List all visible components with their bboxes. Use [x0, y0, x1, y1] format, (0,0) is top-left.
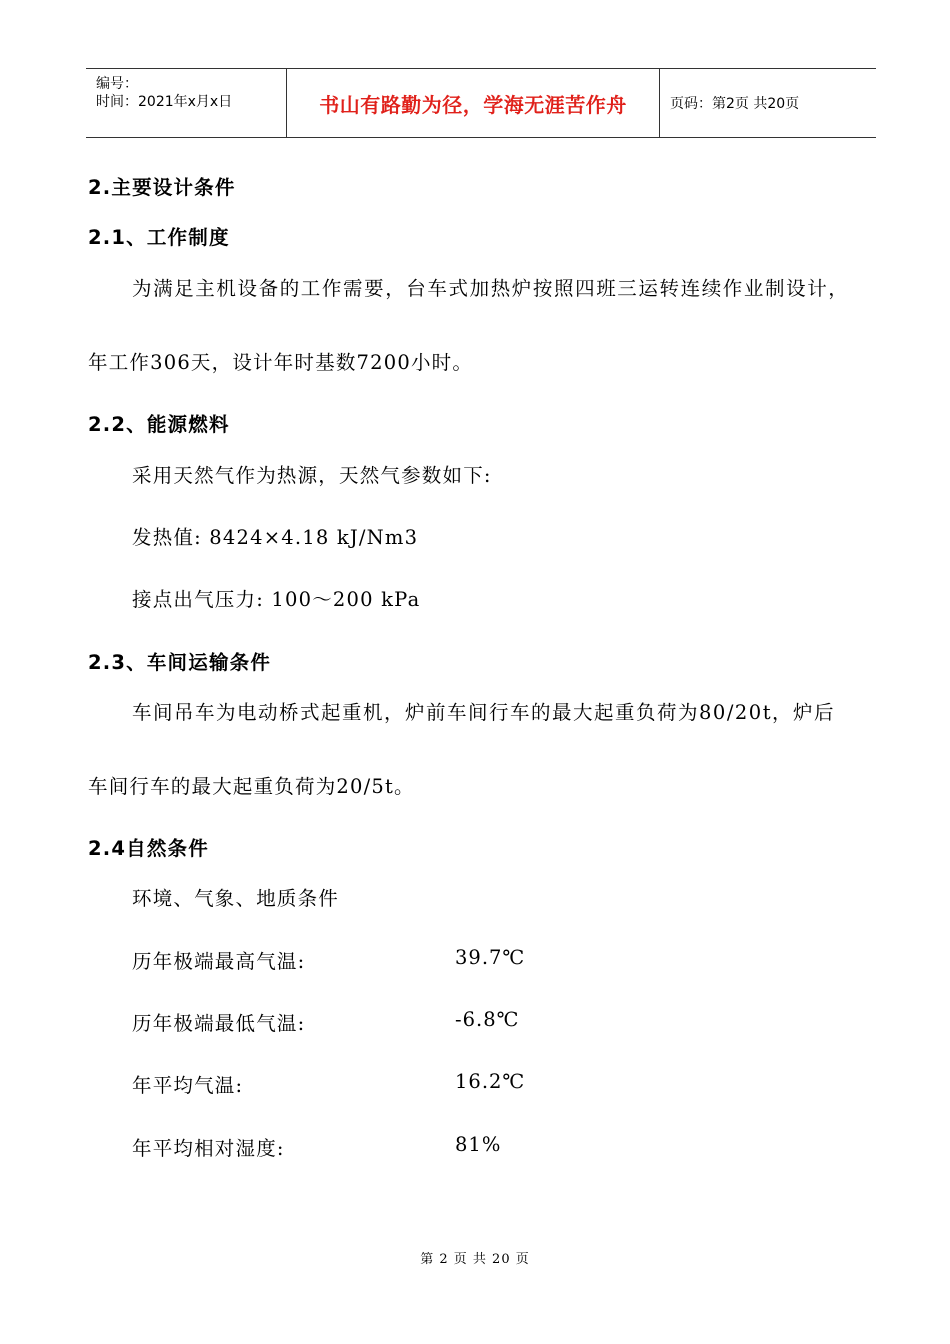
section-title-2-4: 2.4自然条件 [88, 837, 209, 860]
climate-label: 历年极端最高气温: [132, 950, 306, 973]
section-title-2: 2.主要设计条件 [88, 176, 236, 199]
header-meta [86, 69, 287, 137]
climate-label: 年平均气温: [132, 1074, 244, 1097]
header-motto-cell [287, 69, 660, 137]
paragraph-2-2-pressure: 接点出气压力: 100～200 kPa [132, 588, 421, 611]
paragraph-2-3-line2: 车间行车的最大起重负荷为20/5t。 [88, 775, 415, 798]
section-title-2-3: 2.3、车间运输条件 [88, 651, 272, 674]
header-motto: 书山有路勤为径，学海无涯苦作舟 [319, 92, 627, 117]
climate-value: -6.8℃ [455, 1008, 520, 1031]
climate-value: 16.2℃ [455, 1070, 526, 1093]
page-header [86, 68, 876, 138]
header-date: 时间：2021年x月x日 [96, 94, 233, 110]
climate-value: 39.7℃ [455, 946, 526, 969]
paragraph-2-3-line1: 车间吊车为电动桥式起重机，炉前车间行车的最大起重负荷为80/20t，炉后 [132, 701, 836, 724]
paragraph-2-2-intro: 采用天然气作为热源，天然气参数如下: [132, 464, 492, 487]
header-number: 编号： [96, 76, 138, 92]
header-page-info: 页码：第2页 共20页 [670, 96, 800, 112]
section-title-2-1: 2.1、工作制度 [88, 226, 230, 249]
paragraph-2-2-heat-value: 发热值: 8424×4.18 kJ/Nm3 [132, 526, 419, 549]
paragraph-2-4-intro: 环境、气象、地质条件 [132, 887, 340, 910]
paragraph-2-1-line1: 为满足主机设备的工作需要，台车式加热炉按照四班三运转连续作业制设计， [132, 277, 850, 300]
climate-value: 81% [455, 1133, 502, 1156]
paragraph-2-1-line2: 年工作306天，设计年时基数7200小时。 [88, 351, 474, 374]
climate-label: 年平均相对湿度: [132, 1137, 285, 1160]
section-title-2-2: 2.2、能源燃料 [88, 413, 230, 436]
page-footer: 第 2 页 共 20 页 [420, 1252, 530, 1267]
climate-label: 历年极端最低气温: [132, 1012, 306, 1035]
